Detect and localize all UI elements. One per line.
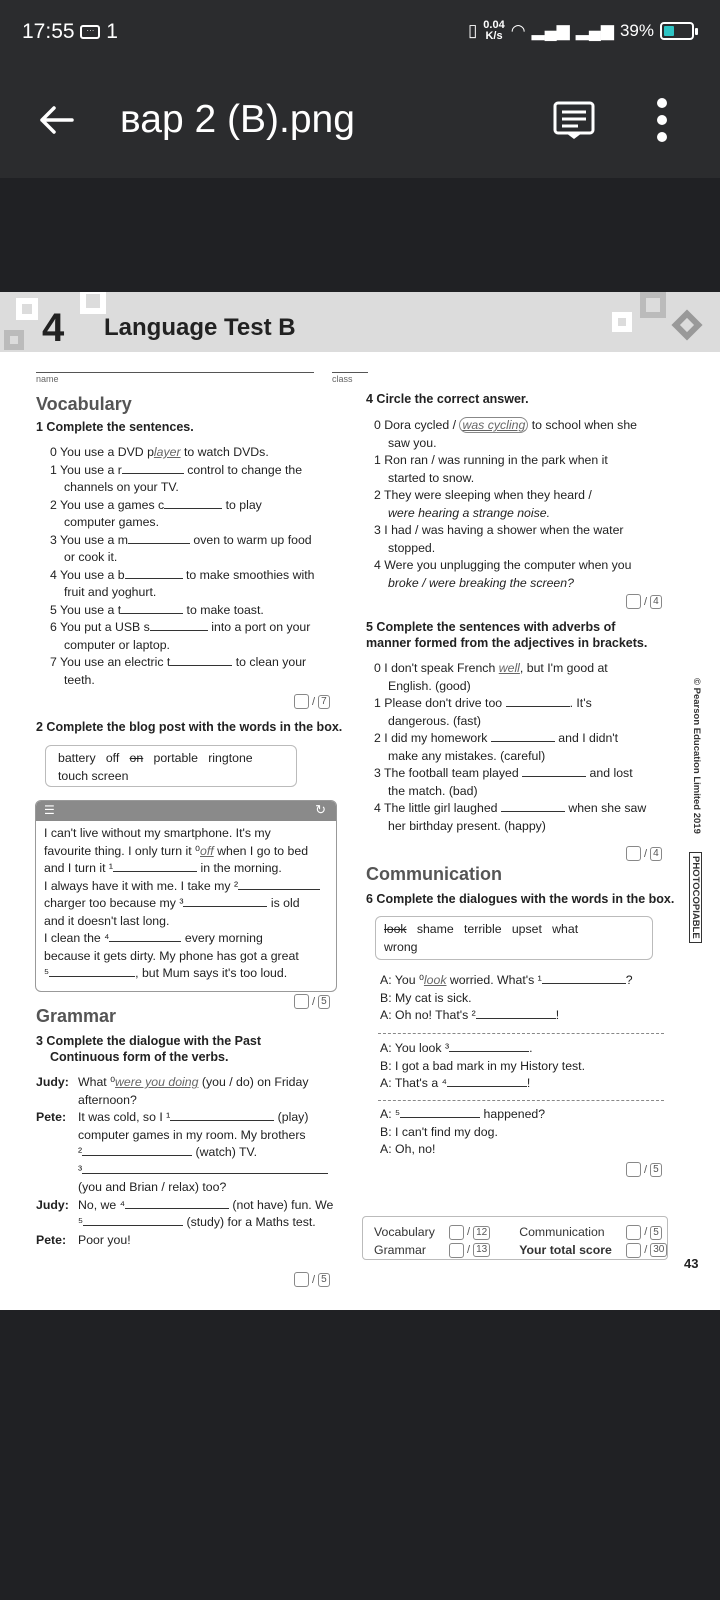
name-label: name [36, 374, 59, 384]
q6-word-box: look shame terrible upset what wrong [375, 916, 653, 960]
q3-score: / 5 [294, 1272, 330, 1287]
page-number: 43 [684, 1256, 699, 1271]
notification-icon: ··· [80, 25, 100, 39]
q1-sentences: 0 You use a DVD player to watch DVDs. 1 You use a r control to change the channels on your TV. 2 You use a games c to play computer games. 3 You use a m oven to warm up food or cook it. 4 You use a b to make smoothies with fruit and yoghurt. 5 You use a t to make toast. 6 You put a USB s into a port on your computer or laptop. 7 You use an electric t to clean your teeth. [50, 445, 315, 687]
back-arrow-icon[interactable] [34, 98, 78, 142]
q4-title: 4 Circle the correct answer. [366, 392, 529, 406]
q1-title: 1 Complete the sentences. [36, 420, 194, 434]
q5-title-2: manner formed from the adjectives in brackets. [366, 636, 648, 650]
blog-text: I can't live without my smartphone. It's my favourite thing. I only turn it ⁰off when I go to bed and I turn it ¹ in the morning. I always have it with me. I take my ² charger too because my ³ is old and it doesn't last long. I clean the ⁴ every morning because it gets dirty. My phone has got a great ⁵ , but Mum says it's too loud. [44, 825, 320, 983]
deco-square [4, 330, 24, 350]
grammar-heading: Grammar [36, 1006, 117, 1026]
status-bar [0, 0, 720, 68]
q6-dialogue-2: A: You look ³ . B: I got a bad mark in my History test. A: That's a ⁴ ! [380, 1041, 586, 1090]
q2-score: / 5 [294, 994, 330, 1009]
photocopiable-label: PHOTOCOPIABLE [689, 852, 702, 943]
worksheet-image [0, 292, 720, 1310]
q2-word-box: battery off on portable ringtone touch screen [45, 745, 297, 787]
totals-box [362, 1216, 668, 1260]
deco-square [16, 298, 38, 320]
q4-sentences: 0 Dora cycled / was cycling to school when she saw you. 1 Ron ran / was running in the park when it started to snow. 2 They were sleeping when they heard / were hearing a strange noise. 3 I had / was having a shower when the water stopped. 4 Were you unplugging the computer when you broke / were breaking the screen? [374, 418, 638, 590]
q1-score: / 7 [294, 694, 330, 709]
q6-score: / 5 [626, 1162, 662, 1177]
deco-square [612, 312, 632, 332]
battery-icon [660, 22, 694, 40]
score-summary: Vocabulary / 12 Communication / 5 Grammar / 13 Your total score / 30 [374, 1224, 667, 1259]
q4-score: / 4 [626, 594, 662, 609]
deco-square [671, 309, 702, 340]
class-label: class [332, 374, 353, 384]
q6-dialogue-1: A: You ⁰look worried. What's ¹ ? B: My cat is sick. A: Oh no! That's ² ! [380, 973, 633, 1022]
wifi-icon: ◠ [510, 21, 526, 40]
q5-title: 5 Complete the sentences with adverbs of [366, 620, 616, 634]
battery-percent: 39% [619, 21, 654, 40]
image-viewer-background-bottom [0, 1310, 720, 1600]
q3-title-2: Continuous form of the verbs. [50, 1050, 229, 1064]
signal-icon-1: ▂▄▆ [531, 21, 570, 40]
status-icons [468, 20, 694, 42]
unit-number: 4 [42, 306, 65, 350]
blog-post-box: ☰ ↻ I can't live without my smartphone. It's my favourite thing. I only turn it ⁰off when I go to bed and I turn it ¹ in the morning. I always have it with me. I take my ² charger too because my ³ is old and it doesn't last long. I clean the ⁴ every morning because it gets dirty. My phone has got a great ⁵ , but Mum says it's too loud. [35, 800, 337, 992]
q6-dialogue-3: A: ⁵ happened? B: I can't find my dog. A: Oh, no! [380, 1107, 546, 1156]
q3-title: 3 Complete the dialogue with the Past [36, 1034, 262, 1048]
q2-title: 2 Complete the blog post with the words in the box. [36, 720, 343, 734]
clock: 17:55 ··· 1 [22, 20, 118, 43]
app-bar [0, 68, 720, 178]
copyright-text: © Pearson Education Limited 2019 [691, 678, 702, 834]
q5-score: / 4 [626, 846, 662, 861]
image-viewer-background [0, 178, 720, 292]
test-title: Language Test B [104, 314, 296, 341]
document-icon[interactable] [552, 100, 596, 140]
vocabulary-heading: Vocabulary [36, 394, 132, 414]
network-speed: 0.04 K/s [483, 19, 505, 42]
more-options-icon[interactable] [655, 96, 669, 144]
signal-icon-2: ▂▄▆ [575, 21, 614, 40]
communication-heading: Communication [366, 864, 503, 884]
deco-square [640, 292, 666, 318]
deco-square [80, 292, 106, 314]
file-title: вар 2 (B).png [120, 98, 355, 141]
vibrate-icon: ▯ [467, 21, 478, 40]
q3-dialogue: Judy: What ⁰were you doing (you / do) on Friday afternoon? Pete: It was cold, so I ¹ (play) computer games in my room. My brothers ² (watch) TV. ³ (you and Brian / relax) too? Judy: No, we ⁴ (not have) fun. We ⁵ (study) for a Maths test. Pete: Poor you! [36, 1075, 334, 1247]
q5-sentences: 0 I don't speak French well, but I'm good at English. (good) 1 Please don't drive too . It's dangerous. (fast) 2 I did my homework and I didn't make any mistakes. (careful) 3 The football team played and lost the match. (bad) 4 The little girl laughed when she saw her birthday present. (happy) [374, 661, 647, 833]
q6-title: 6 Complete the dialogues with the words in the box. [366, 892, 675, 906]
